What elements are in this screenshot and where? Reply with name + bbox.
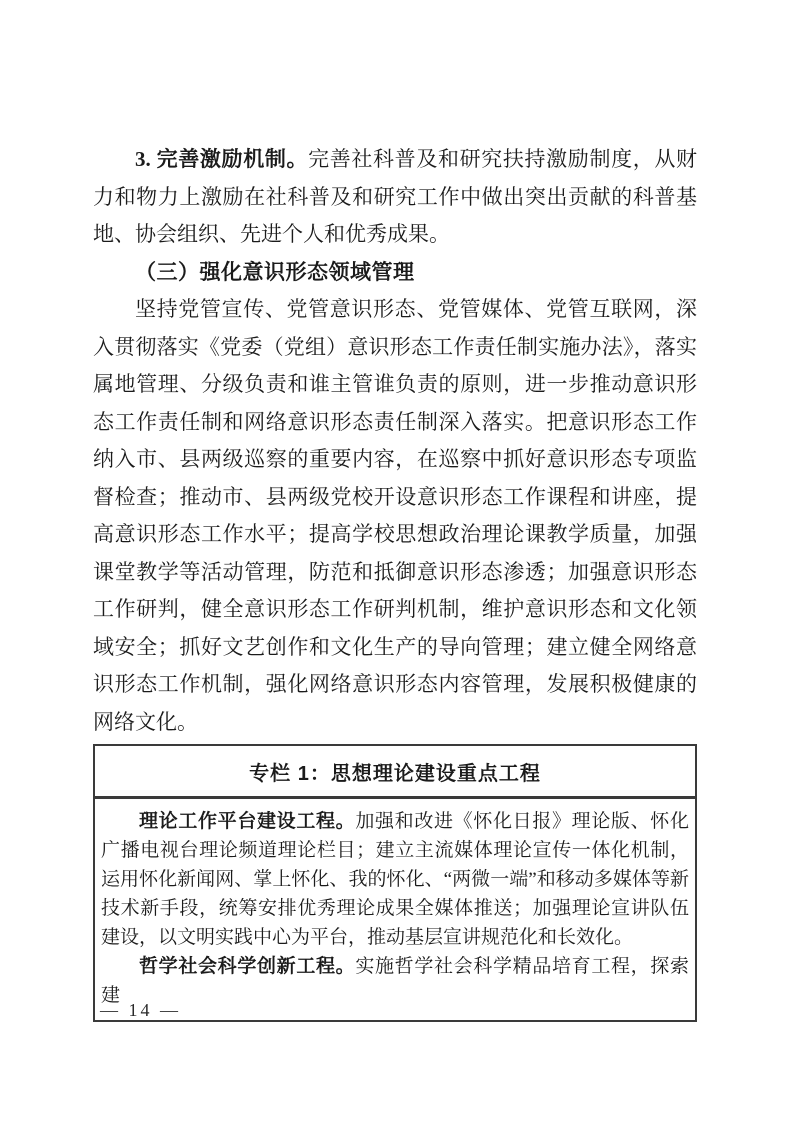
paragraph-1-lead: 3. 完善激励机制。 (135, 147, 309, 171)
page-number: — 14 — (100, 1000, 181, 1020)
box-paragraph-1 (101, 807, 689, 952)
box-paragraph-2 (101, 952, 689, 1010)
box-paragraph-1-lead: 理论工作平台建设工程。 (139, 811, 356, 832)
section-heading: （三）强化意识形态领域管理 (135, 260, 415, 284)
box-paragraph-2-text: 实施哲学社会科学精品培育工程，探索建 (101, 956, 689, 1006)
body-paragraph-2: 坚持党管宣传、党管意识形态、党管媒体、党管互联网，深入贯彻落实《党委（党组）意识形态工作责任制实施办法》，落实属地管理、分级负责和谁主管谁负责的原则，进一步推动意识形态工作责任制和网络意识形态责任制深入落实。把意识形态工作纳入市、县两级巡察的重要内容，在巡察中抓好意识形态专项监督检查；推动市、县两级党校开设意识形态工作课程和讲座，提高意识形态工作水平；提高学校思想政治理论课教学质量，加强课堂教学等活动管理，防范和抵御意识形态渗透；加强意识形态工作研判，健全意识形态工作研判机制，维护意识形态和文化领域安全；抓好文艺创作和文化生产的导向管理；建立健全网络意识形态工作机制，强化网络意识形态内容管理，发展积极健康的网络文化。 (93, 297, 697, 734)
column-box-title: 专栏 1：思想理论建设重点工程 (95, 746, 695, 799)
page-content (93, 141, 697, 1022)
column-box (93, 744, 697, 1022)
paragraph-1-text: 完善社科普及和研究扶持激励制度，从财力和物力上激励在社科普及和研究工作中做出突出贡献的科普基地、协会组织、先进个人和优秀成果。 (93, 147, 698, 246)
box-paragraph-2-lead: 哲学社会科学创新工程。 (139, 956, 356, 977)
body-paragraph-1 (93, 141, 697, 254)
box-paragraph-1-text: 加强和改进《怀化日报》理论版、怀化广播电视台理论频道理论栏目；建立主流媒体理论宣传一体化机制，运用怀化新闻网、掌上怀化、我的怀化、“两微一端”和移动多媒体等新技术新手段，统筹安排优秀理论成果全媒体推送；加强理论宣讲队伍建设，以文明实践中心为平台，推动基层宣讲规范化和长效化。 (101, 811, 689, 948)
column-box-body (95, 799, 695, 1020)
